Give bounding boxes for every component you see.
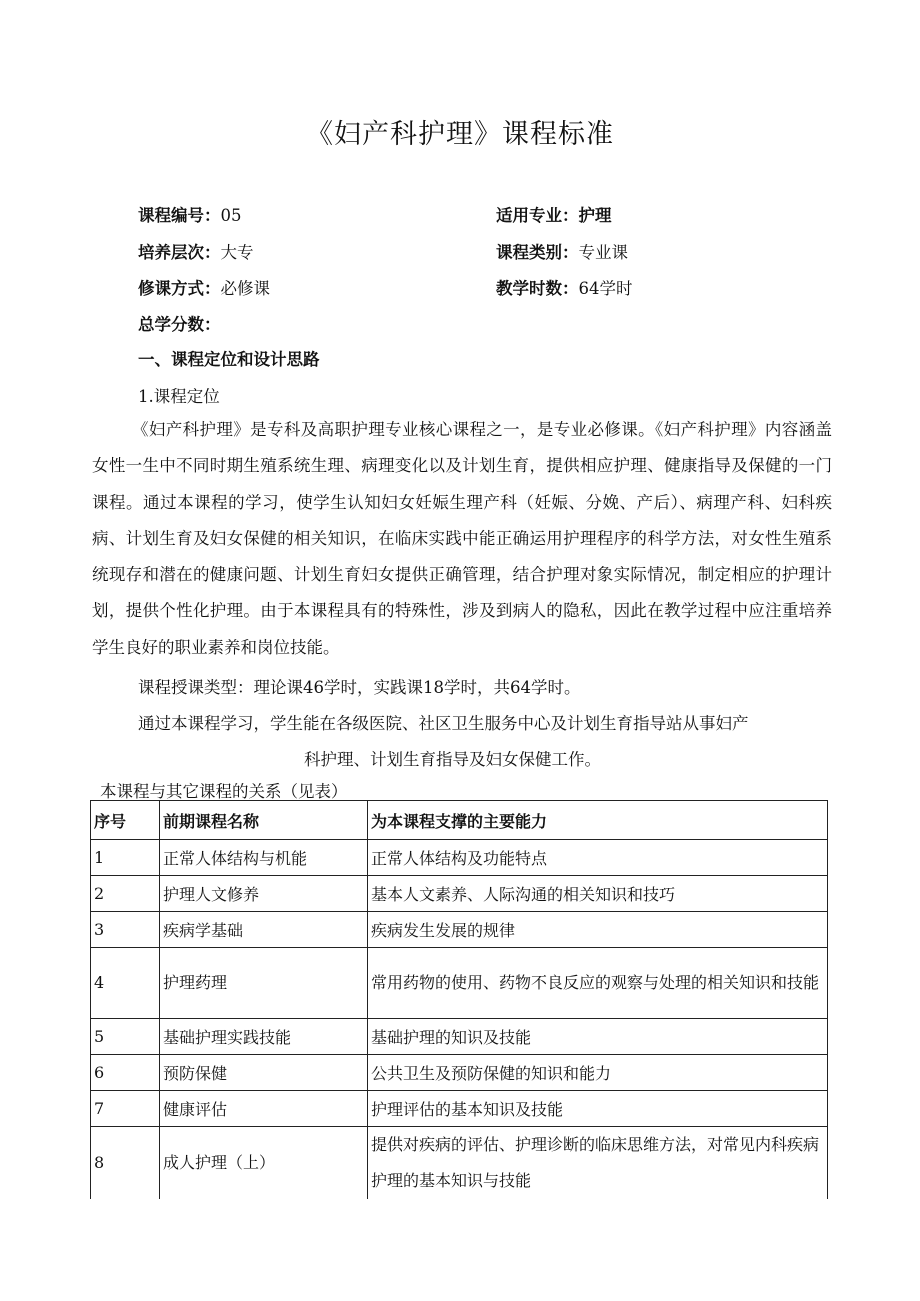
cell-ability: 公共卫生及预防保健的知识和能力: [368, 1055, 828, 1091]
cell-course: 正常人体结构与机能: [160, 840, 368, 876]
table-row: [91, 1127, 828, 1200]
cell-ability: 常用药物的使用、药物不良反应的观察与处理的相关知识和技能: [368, 948, 828, 1019]
cell-ability: 提供对疾病的评估、护理诊断的临床思维方法，对常见内科疾病护理的基本知识与技能: [368, 1127, 828, 1200]
table-row: [91, 912, 828, 948]
header-course: 前期课程名称: [160, 801, 368, 840]
meta-level: 培养层次：大专: [138, 243, 254, 262]
cell-course: 健康评估: [160, 1091, 368, 1127]
cell-index: 6: [91, 1055, 160, 1091]
cell-index: 5: [91, 1019, 160, 1055]
cell-course: 预防保健: [160, 1055, 368, 1091]
document-title: 《妇产科护理》课程标准: [306, 119, 614, 150]
table-row: [91, 876, 828, 912]
cell-ability: 正常人体结构及功能特点: [368, 840, 828, 876]
career-line-1: 通过本课程学习，学生能在各级医院、社区卫生服务中心及计划生育指导站从事妇产: [138, 714, 749, 733]
subsection-heading: 1.课程定位: [138, 387, 220, 406]
meta-category: 课程类别：专业课: [496, 243, 628, 262]
table-row: [91, 1019, 828, 1055]
cell-ability: 基本人文素养、人际沟通的相关知识和技巧: [368, 876, 828, 912]
cell-course: 护理药理: [160, 948, 368, 1019]
table-row: [91, 1091, 828, 1127]
cell-index: 7: [91, 1091, 160, 1127]
teaching-type-line: 课程授课类型：理论课46学时，实践课18学时，共64学时。: [138, 678, 581, 697]
cell-ability: 疾病发生发展的规律: [368, 912, 828, 948]
cell-course: 基础护理实践技能: [160, 1019, 368, 1055]
cell-index: 4: [91, 948, 160, 1019]
cell-course: 成人护理（上）: [160, 1127, 368, 1200]
table-row: [91, 1055, 828, 1091]
cell-index: 1: [91, 840, 160, 876]
cell-index: 8: [91, 1127, 160, 1200]
meta-study-mode: 修课方式：必修课: [138, 279, 270, 298]
career-line-2: 科护理、计划生育指导及妇女保健工作。: [304, 750, 601, 769]
section-heading: 一、课程定位和设计思路: [138, 350, 320, 369]
course-relation-table: [90, 800, 828, 1199]
table-caption: 本课程与其它课程的关系（见表）: [100, 782, 348, 801]
header-index: 序号: [91, 801, 160, 840]
table-header-row: [91, 801, 828, 840]
meta-course-code: 课程编号：05: [138, 206, 242, 225]
meta-major: 适用专业：护理: [496, 206, 612, 225]
cell-index: 2: [91, 876, 160, 912]
header-ability: 为本课程支撑的主要能力: [368, 801, 828, 840]
cell-course: 疾病学基础: [160, 912, 368, 948]
cell-ability: 护理评估的基本知识及技能: [368, 1091, 828, 1127]
cell-course: 护理人文修养: [160, 876, 368, 912]
table-row: [91, 840, 828, 876]
cell-index: 3: [91, 912, 160, 948]
table-row: [91, 948, 828, 1019]
meta-credits: 总学分数：: [138, 315, 221, 334]
meta-hours: 教学时数：64学时: [496, 279, 633, 298]
cell-ability: 基础护理的知识及技能: [368, 1019, 828, 1055]
course-position-paragraph: 《妇产科护理》是专科及高职护理专业核心课程之一，是专业必修课。《妇产科护理》内容涵盖女性一生中不同时期生殖系统生理、病理变化以及计划生育，提供相应护理、健康指导及保健的一门课程。通过本课程的学习，使学生认知妇女妊娠生理产科（妊娠、分娩、产后）、病理产科、妇科疾病、计划生育及妇女保健的相关知识，在临床实践中能正确运用护理程序的科学方法，对女性生殖系统现存和潜在的健康问题、计划生育妇女提供正确管理，结合护理对象实际情况，制定相应的护理计划，提供个性化护理。由于本课程具有的特殊性，涉及到病人的隐私，因此在教学过程中应注重培养学生良好的职业素养和岗位技能。: [92, 420, 832, 657]
